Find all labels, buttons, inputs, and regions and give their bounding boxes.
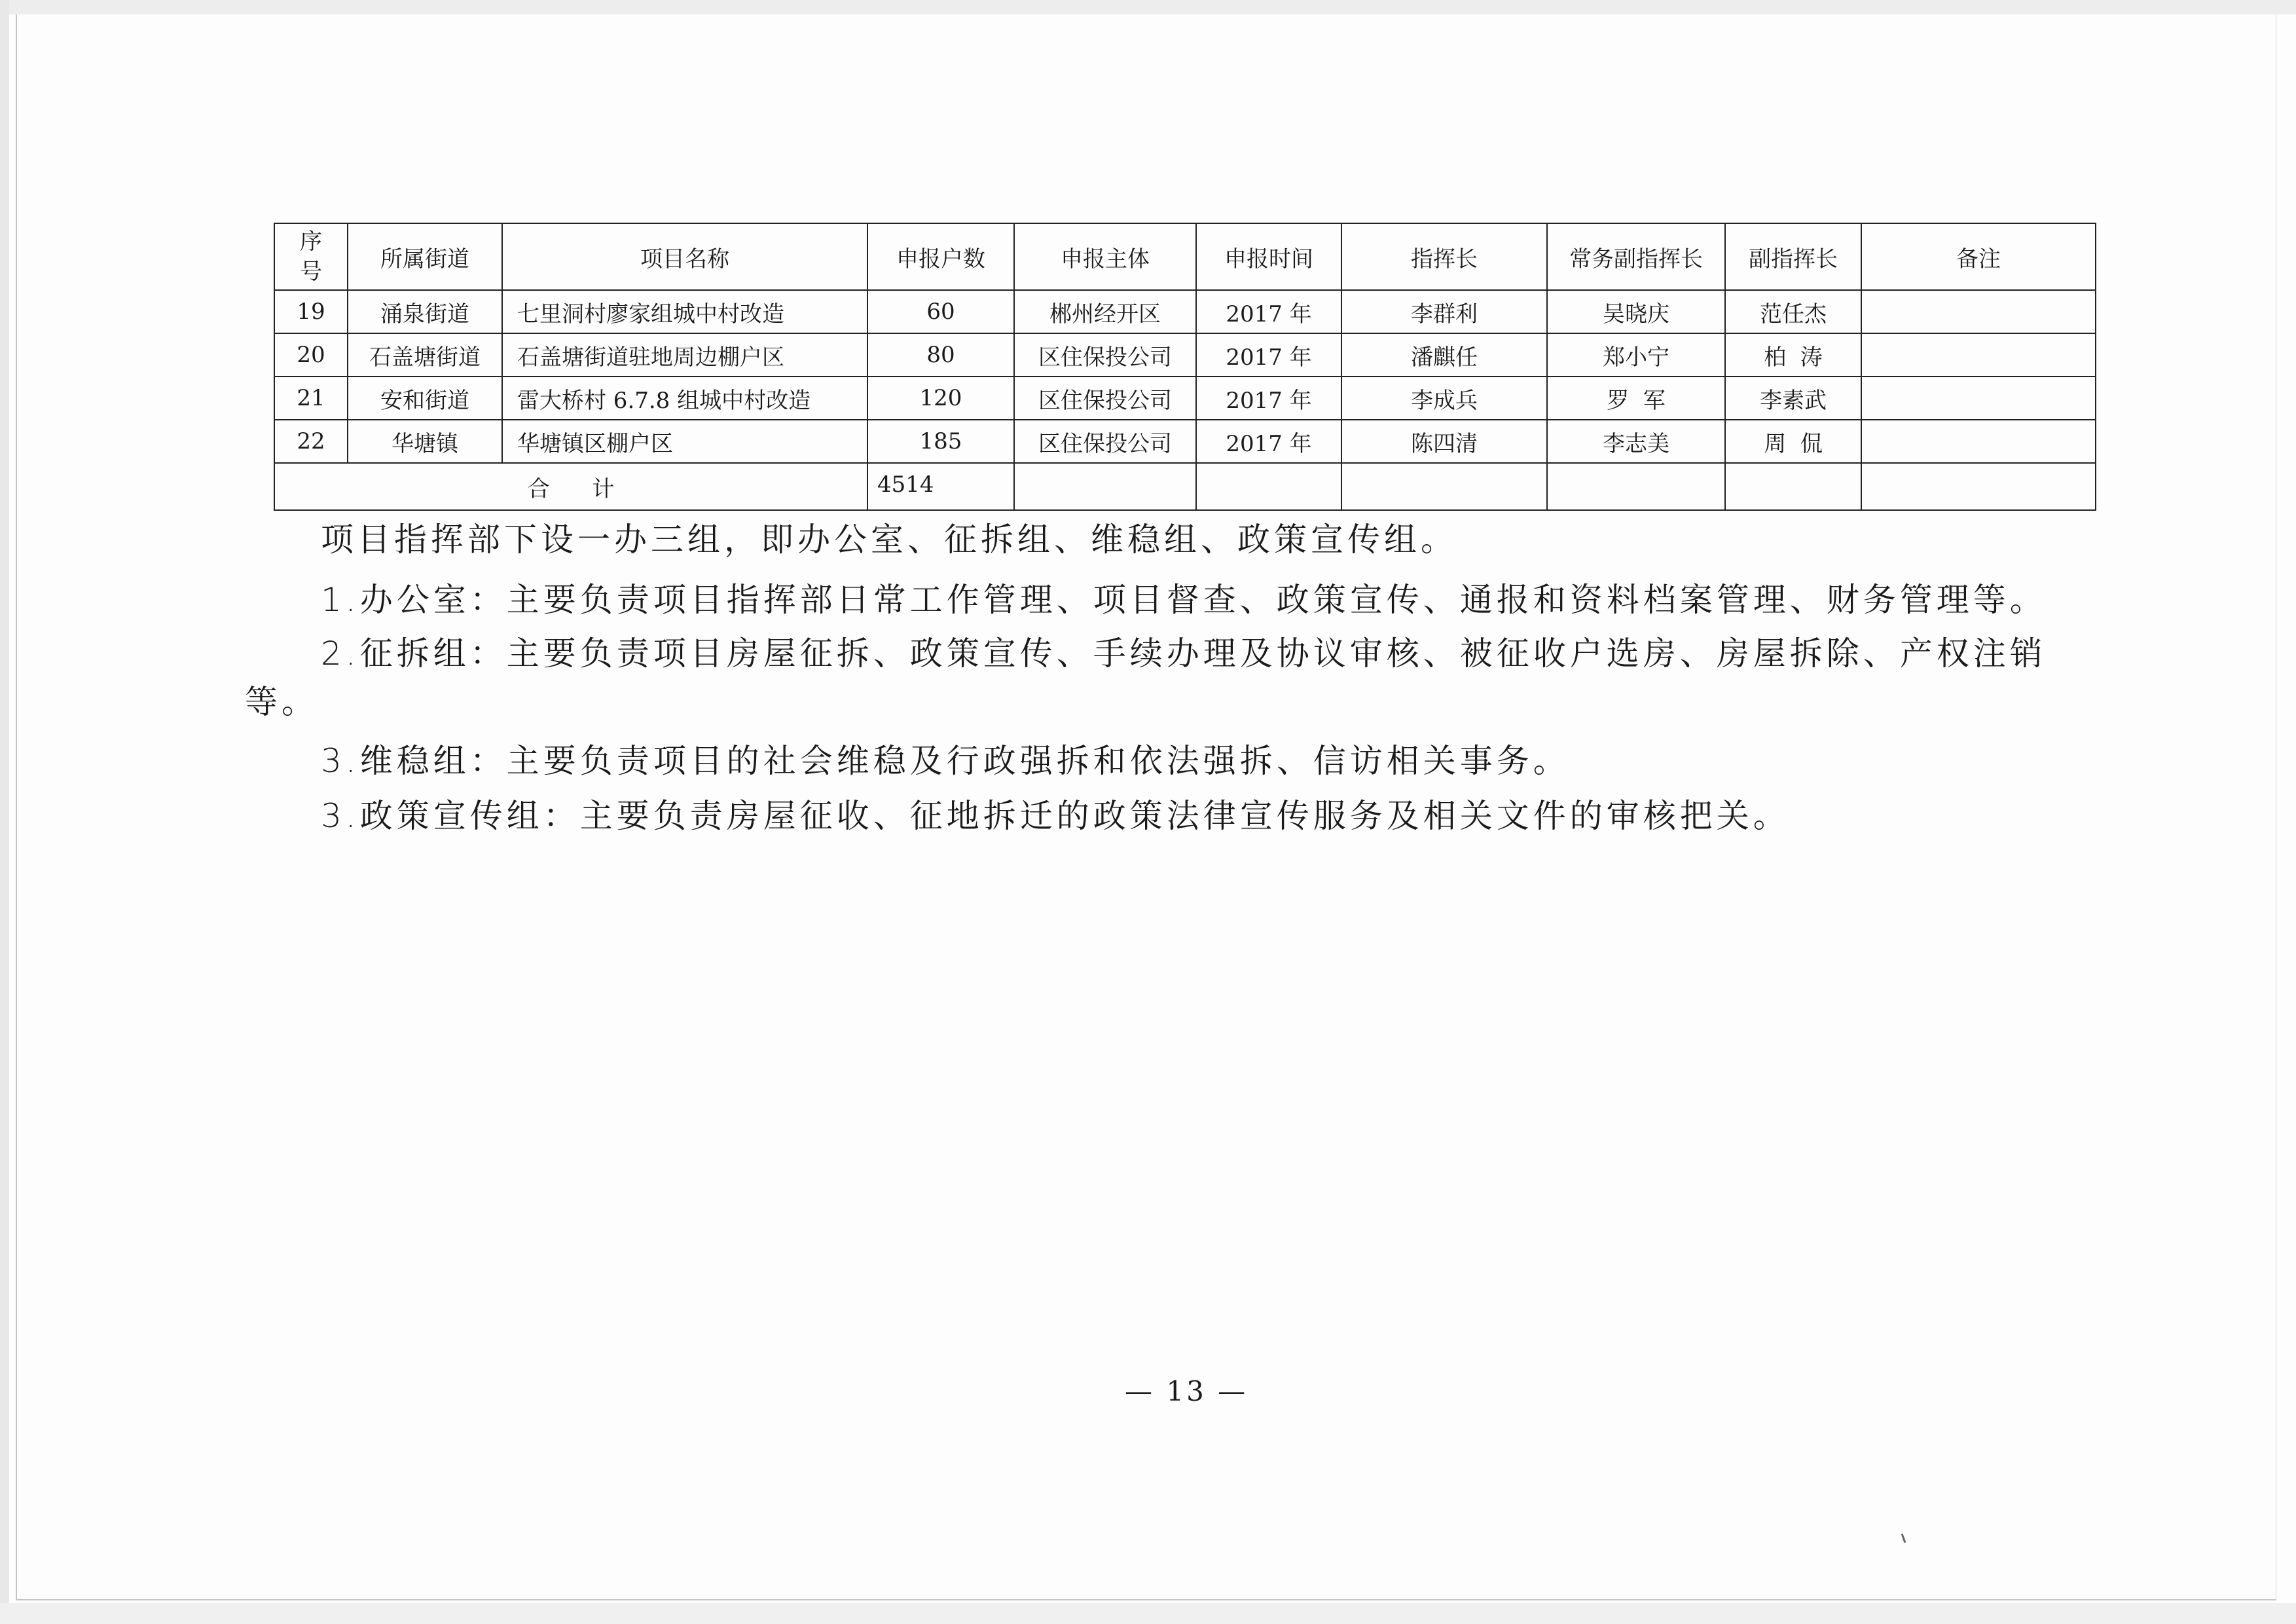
- cell-street: 石盖塘街道: [348, 333, 502, 377]
- scan-edge-top: [0, 0, 2296, 14]
- cell-vice: 周 侃: [1725, 420, 1861, 463]
- cell-street: 涌泉街道: [348, 290, 502, 333]
- header-seq: 序号: [274, 223, 348, 290]
- paragraph-demolition-cont: 等。: [245, 683, 318, 721]
- cell-commander: 陈四清: [1341, 420, 1547, 463]
- cell-vice: 李素武: [1725, 377, 1861, 420]
- cell-time: 2017 年: [1196, 333, 1341, 377]
- table-row: [274, 377, 2096, 420]
- cell-subject: 区住保投公司: [1014, 377, 1196, 420]
- total-empty: [1341, 463, 1547, 510]
- cell-remarks: [1861, 290, 2096, 333]
- header-vice: 副指挥长: [1725, 223, 1861, 290]
- cell-time: 2017 年: [1196, 377, 1341, 420]
- cell-seq: 21: [274, 377, 348, 420]
- cell-commander: 潘麒任: [1341, 333, 1547, 377]
- cell-time: 2017 年: [1196, 420, 1341, 463]
- header-street: 所属街道: [348, 223, 502, 290]
- cell-exec-vice: 罗 军: [1547, 377, 1725, 420]
- cell-vice: 柏 涛: [1725, 333, 1861, 377]
- total-empty: [1014, 463, 1196, 510]
- header-subject: 申报主体: [1014, 223, 1196, 290]
- cell-project: 石盖塘街道驻地周边棚户区: [502, 333, 867, 377]
- table-total-row: [274, 463, 2096, 506]
- header-commander: 指挥长: [1341, 223, 1547, 290]
- cell-exec-vice: 吴晓庆: [1547, 290, 1725, 333]
- projects-table: [274, 223, 2096, 511]
- total-label: 合 计: [274, 463, 867, 510]
- cell-seq: 19: [274, 290, 348, 333]
- page-number: — 13 —: [1125, 1375, 1248, 1407]
- cell-exec-vice: 李志美: [1547, 420, 1725, 463]
- cell-exec-vice: 郑小宁: [1547, 333, 1725, 377]
- paragraph-policy: 3.政策宣传组：主要负责房屋征收、征地拆迁的政策法律宣传服务及相关文件的审核把关。: [321, 797, 1790, 835]
- total-empty: [1725, 463, 1861, 510]
- table-row: [274, 420, 2096, 463]
- total-empty: [1861, 463, 2096, 510]
- scan-edge-bottom: [0, 1603, 2296, 1624]
- cell-commander: 李成兵: [1341, 377, 1547, 420]
- cell-households: 80: [867, 333, 1014, 377]
- header-project: 项目名称: [502, 223, 867, 290]
- total-households-extension: [867, 506, 1014, 510]
- total-empty: [1547, 463, 1725, 510]
- cell-project: 华塘镇区棚户区: [502, 420, 867, 463]
- cell-seq: 22: [274, 420, 348, 463]
- cell-subject: 区住保投公司: [1014, 420, 1196, 463]
- total-households: 4514: [867, 463, 1014, 506]
- header-time: 申报时间: [1196, 223, 1341, 290]
- cell-subject: 区住保投公司: [1014, 333, 1196, 377]
- cell-street: 华塘镇: [348, 420, 502, 463]
- total-empty: [1196, 463, 1341, 510]
- table-row: [274, 333, 2096, 377]
- cell-time: 2017 年: [1196, 290, 1341, 333]
- paragraph-demolition: 2.征拆组：主要负责项目房屋征拆、政策宣传、手续办理及协议审核、被征收户选房、房屋拆除、产权注销: [321, 635, 2047, 673]
- cell-street: 安和街道: [348, 377, 502, 420]
- cell-project: 七里洞村廖家组城中村改造: [502, 290, 867, 333]
- header-exec-vice: 常务副指挥长: [1547, 223, 1725, 290]
- cell-households: 185: [867, 420, 1014, 463]
- cell-remarks: [1861, 333, 2096, 377]
- cell-households: 60: [867, 290, 1014, 333]
- paragraph-office: 1.办公室：主要负责项目指挥部日常工作管理、项目督查、政策宣传、通报和资料档案管理、财务管理等。: [321, 581, 2047, 619]
- cell-subject: 郴州经开区: [1014, 290, 1196, 333]
- cell-seq: 20: [274, 333, 348, 377]
- paragraph-stability: 3.维稳组：主要负责项目的社会维稳及行政强拆和依法强拆、信访相关事务。: [321, 742, 1570, 780]
- cell-vice: 范任杰: [1725, 290, 1861, 333]
- scan-edge-left: [0, 0, 9, 1624]
- cell-remarks: [1861, 377, 2096, 420]
- cell-commander: 李群利: [1341, 290, 1547, 333]
- table-row: [274, 290, 2096, 333]
- cell-remarks: [1861, 420, 2096, 463]
- header-households: 申报户数: [867, 223, 1014, 290]
- paragraph-intro: 项目指挥部下设一办三组，即办公室、征拆组、维稳组、政策宣传组。: [321, 521, 1457, 559]
- table-header-row: [274, 223, 2096, 290]
- cell-project: 雷大桥村 6.7.8 组城中村改造: [502, 377, 867, 420]
- header-remarks: 备注: [1861, 223, 2096, 290]
- cell-households: 120: [867, 377, 1014, 420]
